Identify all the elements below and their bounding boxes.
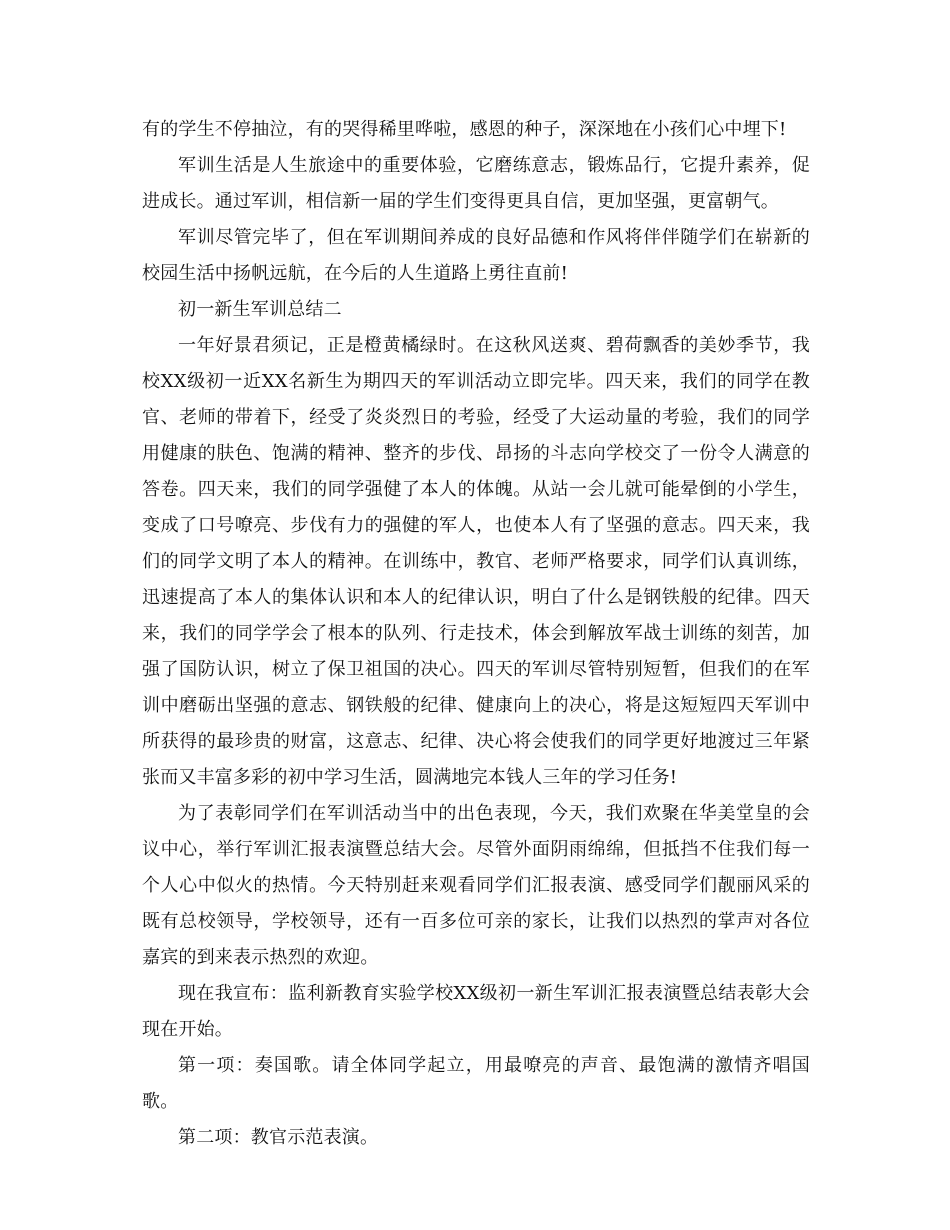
paragraph-military-training-experience: 军训生活是人生旅途中的重要体验，它磨练意志，锻炼品行，它提升素养，促进成长。通过军训，相信新一届的学生们变得更具自信，更加坚强，更富朝气。 — [142, 155, 810, 212]
section-heading: 初一新生军训总结二 — [178, 299, 342, 320]
paragraph-announcement: 现在我宣布：监利新教育实验学校XX级初一新生军训汇报表演暨总结表彰大会现在开始。 — [142, 983, 810, 1040]
document-body — [142, 112, 810, 1156]
agenda-item-2: 第二项：教官示范表演。 — [178, 1127, 379, 1148]
paragraph-four-days-summary: 一年好景君须记，正是橙黄橘绿时。在这秋风送爽、碧荷飘香的美妙季节，我校XX级初一近XX名新生为期四天的军训活动立即完毕。四天来，我们的同学在教官、老师的带着下，经受了炎炎烈日的考验，经受了大运动量的考验，我们的同学用健康的肤色、饱满的精神、整齐的步伐、昂扬的斗志向学校交了一份令人满意的答卷。四天来，我们的同学强健了本人的体魄。从站一会儿就可能晕倒的小学生，变成了口号嘹亮、步伐有力的强健的军人，也使本人有了坚强的意志。四天来，我们的同学文明了本人的精神。在训练中，教官、老师严格要求，同学们认真训练，迅速提高了本人的集体认识和本人的纪律认识，明白了什么是钢铁般的纪律。四天来，我们的同学学会了根本的队列、行走技术，体会到解放军战士训练的刻苦，加强了国防认识，树立了保卫祖国的决心。四天的军训尽管特别短暂，但我们的在军训中磨砺出坚强的意志、钢铁般的纪律、健康向上的决心，将是这短短四天军训中所获得的最珍贵的财富，这意志、纪律、决心将会使我们的同学更好地渡过三年紧张而又丰富多彩的初中学习生活，圆满地完本钱人三年的学习任务! — [142, 335, 810, 788]
paragraph-continuation: 有的学生不停抽泣，有的哭得稀里哗啦，感恩的种子，深深地在小孩们心中埋下! — [142, 119, 787, 140]
agenda-item-1: 第一项：奏国歌。请全体同学起立，用最嘹亮的声音、最饱满的激情齐唱国歌。 — [142, 1055, 810, 1112]
paragraph-commendation-ceremony: 为了表彰同学们在军训活动当中的出色表现，今天，我们欢聚在华美堂皇的会议中心，举行军训汇报表演暨总结大会。尽管外面阴雨绵绵，但抵挡不住我们每一个人心中似火的热情。今天特别赶来观看同学们汇报表演、感受同学们靓丽风采的既有总校领导，学校领导，还有一百多位可亲的家长，让我们以热烈的掌声对各位嘉宾的到来表示热烈的欢迎。 — [142, 803, 810, 968]
paragraph-training-completed: 军训尽管完毕了，但在军训期间养成的良好品德和作风将伴伴随学们在崭新的校园生活中扬帆远航，在今后的人生道路上勇往直前! — [142, 227, 810, 284]
